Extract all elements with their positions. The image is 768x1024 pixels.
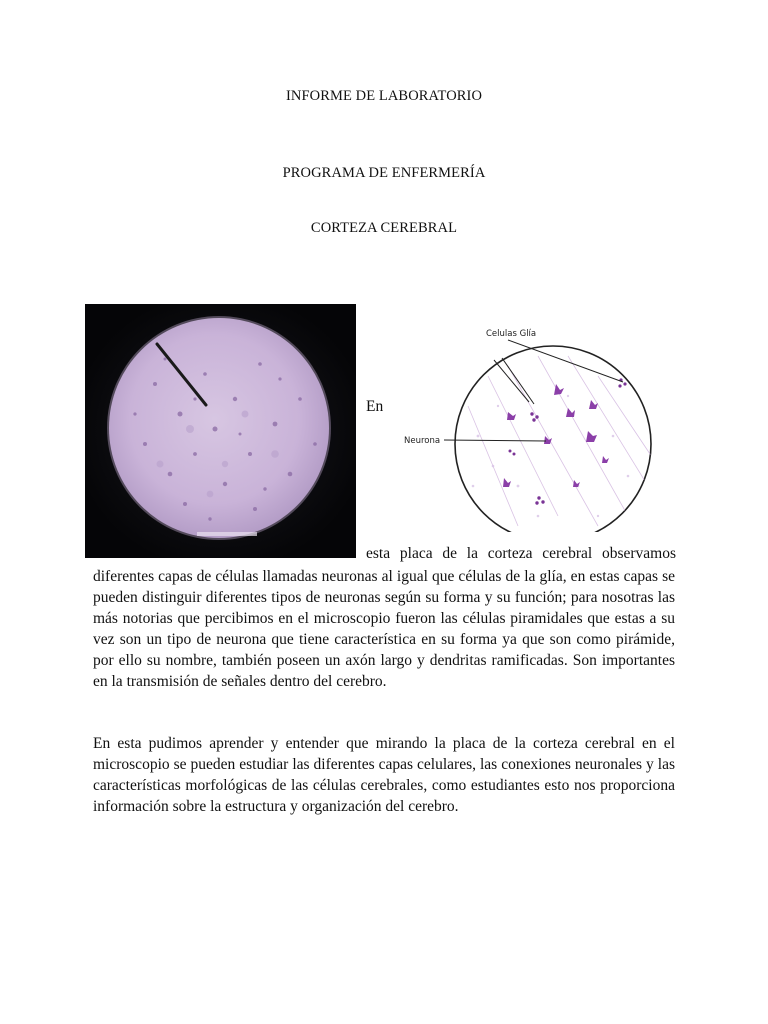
label-glia: Celulas Glía: [486, 329, 537, 339]
program-title: PROGRAMA DE ENFERMERÍA: [282, 165, 486, 181]
microscope-field-image: [85, 304, 356, 558]
paragraph1-first-line: esta placa de la corteza cerebral observamos: [366, 545, 676, 562]
paragraph1-body: diferentes capas de células llamadas neuronas al igual que células de la glía, en estas capas se pueden distinguir diferentes tipos de neuronas según su forma y su función; para nosotras las más notorias que percibimos en el microscopio fueron las células piramidales que estas a su vez son un tipo de neurona que tiene característica en su forma ya que son como pirámide, por ello su nombre, también poseen un axón largo y dendritas ramificadas. Son importantes en la transmisión de señales dentro del cerebro.: [93, 568, 675, 690]
paragraph2: En esta pudimos aprender y entender que mirando la placa de la corteza cerebral en el microscopio se pueden estudiar las diferentes capas celulares, las conexiones neuronales y las características morfológicas de las células cerebrales, como estudiantes esto nos proporciona información sobre la estructura y organización del cerebro.: [93, 735, 675, 815]
report-title: INFORME DE LABORATORIO: [285, 88, 483, 104]
label-neuron: Neurona: [404, 436, 441, 446]
paragraph1-lead-word: En: [366, 398, 384, 415]
drawing-canvas: [398, 316, 660, 532]
topic-title: CORTEZA CEREBRAL: [310, 220, 458, 236]
microscope-photo: [85, 304, 356, 558]
microscope-drawing: [398, 316, 660, 532]
